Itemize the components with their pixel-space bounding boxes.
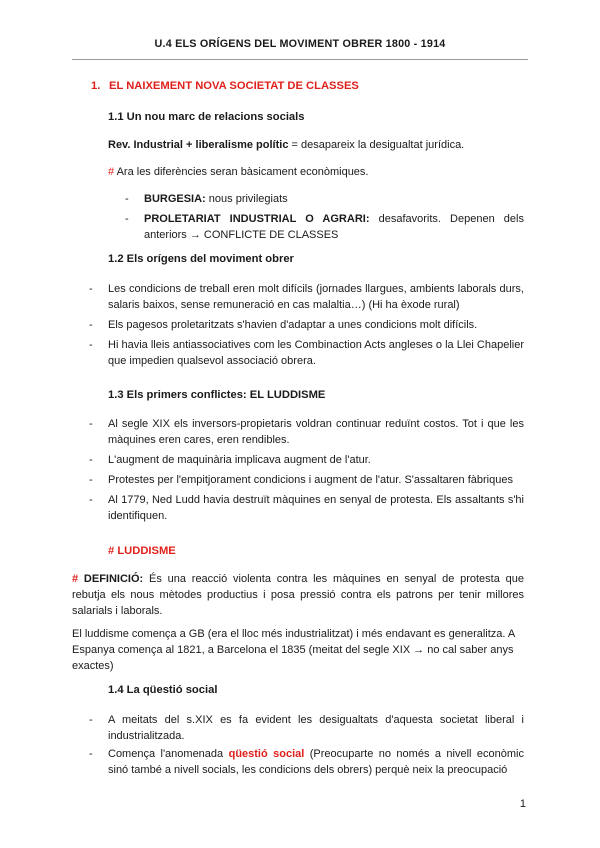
list-item [125, 211, 524, 243]
list-item [89, 281, 524, 313]
list-item [89, 317, 524, 333]
dash-bullet: - [89, 494, 93, 506]
section-1-number: 1. [91, 80, 101, 92]
dash-bullet: - [125, 213, 129, 225]
list-item [89, 416, 524, 448]
dash-bullet: - [89, 748, 93, 760]
header-divider [72, 59, 528, 60]
classes-list [125, 191, 524, 243]
dash-bullet: - [89, 418, 93, 430]
dash-bullet: - [89, 714, 93, 726]
section-1-heading [91, 80, 359, 92]
list-item [89, 452, 524, 468]
definition-text: És una reacció violenta contra les màquines en senyal de protesta que rebutja els nous mètodes productius i posa pressió contra els patrons per tenir millores salarials i laborals. [72, 573, 524, 617]
list-item [89, 712, 524, 744]
list-item-text: (Preocuparte no només a nivell econòmic sinó també a nivell socials, les condicions dels obrers) perquè neix la preocupació [108, 748, 524, 776]
luddism-definition [72, 571, 524, 619]
subsection-1-1-heading: 1.1 Un nou marc de relacions socials [108, 111, 305, 123]
dash-bullet: - [89, 454, 93, 466]
bullet-label: PROLETARIAT INDUSTRIAL O AGRARI: [144, 213, 370, 225]
dash-bullet: - [89, 283, 93, 295]
economic-differences-text: Ara les diferències seran bàsicament econòmiques. [114, 166, 369, 178]
dash-bullet: - [89, 319, 93, 331]
list-item-text: Al segle XIX els inversors-propietaris voldran continuar reduïnt costos. Tot i que les màquines eren cares, eren rendibles. [108, 418, 524, 446]
hash-marker: # [72, 573, 79, 585]
subsection-1-3-heading: 1.3 Els primers conflictes: EL LUDDISME [108, 389, 326, 401]
industrial-liberalism-line [108, 137, 464, 153]
list-item [125, 191, 524, 207]
luddism-conflicts-list [89, 416, 524, 524]
list-item [89, 492, 524, 524]
dash-bullet: - [89, 339, 93, 351]
list-item [89, 746, 524, 778]
list-item-text: Comença l'anomenada [108, 748, 229, 760]
list-item [89, 472, 524, 488]
luddism-tag: # LUDDISME [108, 545, 176, 557]
page-number: 1 [519, 798, 526, 810]
list-item-text: Les condicions de treball eren molt difícils (jornades llargues, ambients laborals durs, salaris baixos, sense remuneració en cas malaltia…) (Hi ha èxode rural) [108, 283, 524, 311]
page-header-title: U.4 ELS ORÍGENS DEL MOVIMENT OBRER 1800 - 1914 [154, 38, 446, 50]
definition-label: DEFINICIÓ: [78, 573, 144, 585]
subsection-1-2-heading: 1.2 Els orígens del moviment obrer [108, 253, 294, 265]
bullet-text: desafavorits. Depenen dels anteriors → CONFLICTE DE CLASSES [144, 213, 524, 241]
social-question-highlight: qüestió social [228, 748, 305, 760]
economic-differences-line [108, 164, 368, 180]
industrial-liberalism-bold: Rev. Industrial + liberalisme polític [108, 139, 289, 151]
list-item-text: A meitats del s.XIX es fa evident les desigualtats d'aquesta societat liberal i industrialitzada. [108, 714, 524, 742]
bullet-text: nous privilegiats [205, 193, 288, 205]
list-item [89, 337, 524, 369]
origins-list [89, 281, 524, 369]
list-item-text: Els pagesos proletaritzats s'havien d'adaptar a unes condicions molt difícils. [108, 319, 478, 331]
industrial-liberalism-rest: = desapareix la desigualtat jurídica. [288, 139, 465, 151]
bullet-label: BURGESIA: [144, 193, 206, 205]
hash-marker: # [108, 166, 115, 178]
dash-bullet: - [89, 474, 93, 486]
list-item-text: Hi havia lleis antiassociatives com les Combinaction Acts angleses o la Llei Chapelier que impedien qualsevol associació obrera. [108, 339, 524, 367]
luddism-spread-paragraph: El luddisme comença a GB (era el lloc més industrialitzat) i més endavant es generalitza. A Espanya comença al 1821, a Barcelona el 1835 (meitat del segle XIX → no cal saber anys exactes) [72, 628, 515, 672]
list-item-text: Al 1779, Ned Ludd havia destruït màquines en senyal de protesta. Els assaltants s'hi identifiquen. [108, 494, 524, 522]
section-1-title: EL NAIXEMENT NOVA SOCIETAT DE CLASSES [109, 80, 359, 92]
dash-bullet: - [125, 193, 129, 205]
list-item-text: Protestes per l'empitjorament condicions i augment de l'atur. S'assaltaren fàbriques [108, 474, 513, 486]
social-question-list [89, 712, 524, 778]
list-item-text: L'augment de maquinària implicava augment de l'atur. [108, 454, 371, 466]
subsection-1-4-heading: 1.4 La qüestió social [108, 684, 218, 696]
